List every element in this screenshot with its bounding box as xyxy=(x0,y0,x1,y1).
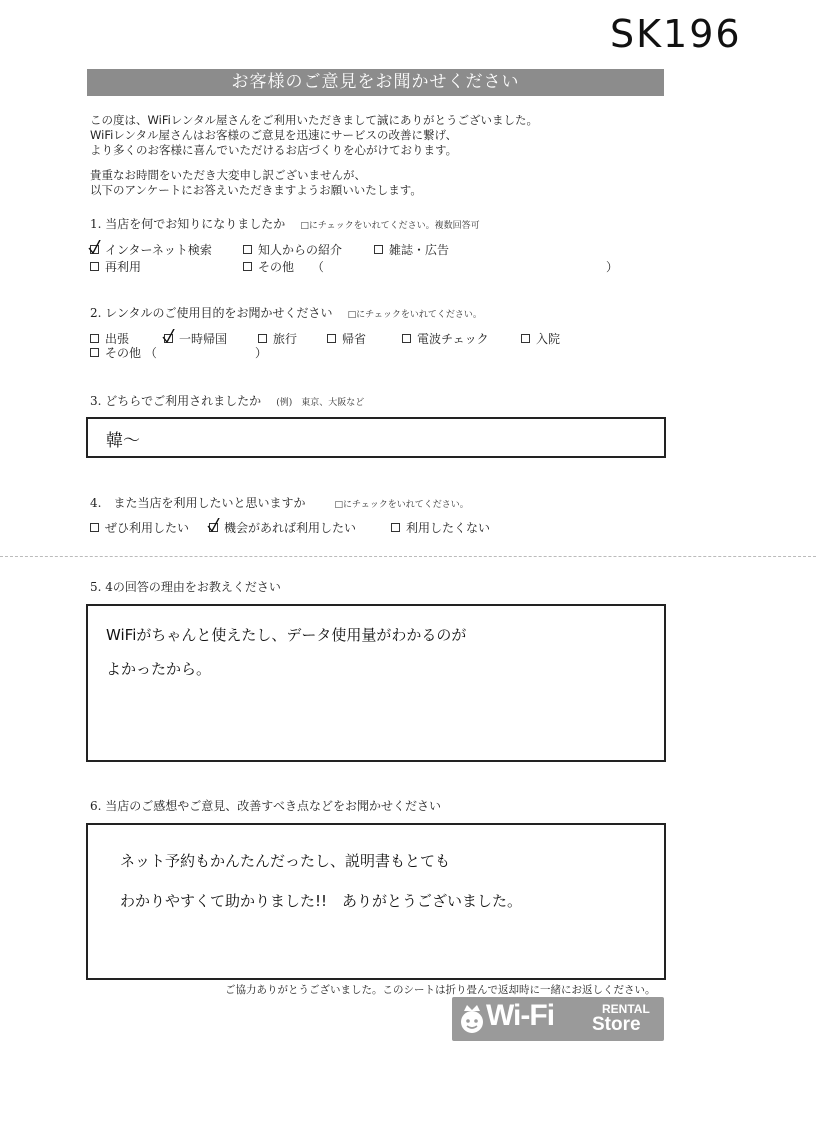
checkmark-icon xyxy=(207,518,221,532)
question-1-note: □にチェックをいれてください。複数回答可 xyxy=(300,221,480,231)
q4-option-no[interactable] xyxy=(391,519,490,536)
option-label: その他 xyxy=(258,260,295,274)
option-label: 電波チェック xyxy=(417,332,489,346)
question-4 xyxy=(90,492,469,511)
fold-line xyxy=(0,556,816,557)
question-3-note: (例) 東京、大阪など xyxy=(276,398,365,408)
other-close-paren: ） xyxy=(606,260,619,274)
page-title: お客様のご意見をお聞かせください xyxy=(87,69,664,96)
logo-wordmark: Wi-Fi xyxy=(486,999,555,1032)
option-label: 再利用 xyxy=(105,260,142,274)
question-5-label: 5. 4の回答の理由をお教えください xyxy=(90,580,281,594)
answer-line: わかりやすくて助かりました!! ありがとうございました。 xyxy=(120,892,523,910)
checkbox[interactable] xyxy=(243,245,252,254)
wifi-rental-store-logo xyxy=(452,997,664,1041)
question-6-label: 6. 当店のご感想やご意見、改善すべき点などをお聞かせください xyxy=(90,799,442,813)
q3-answer-text: 韓～ xyxy=(106,431,140,451)
answer-line: WiFiがちゃんと使えたし、データ使用量がわかるのが xyxy=(106,626,467,644)
q2-option-other[interactable] xyxy=(90,344,157,361)
q1-option-magazine[interactable] xyxy=(374,241,449,258)
question-3-label: 3. どちらでご利用されましたか xyxy=(90,394,262,408)
checkbox[interactable] xyxy=(90,348,99,357)
q2-option-homecoming[interactable] xyxy=(327,330,366,347)
answer-line: ネット予約もかんたんだったし、説明書もとても xyxy=(120,852,451,870)
footer-note: ご協力ありがとうございました。このシートは折り畳んで返却時に一緒にお返しください。 xyxy=(225,984,656,996)
question-2-note: □にチェックをいれてください。 xyxy=(347,310,482,320)
intro-text xyxy=(90,113,538,198)
serial-number: SK196 xyxy=(610,12,742,56)
other-open-paren: （ xyxy=(144,346,157,360)
option-label: 出張 xyxy=(105,332,130,346)
option-label: 入院 xyxy=(536,332,561,346)
question-1-label: 1. 当店を何でお知りになりましたか xyxy=(90,217,286,231)
q4-option-definitely[interactable] xyxy=(90,519,189,536)
checkbox[interactable] xyxy=(90,523,99,532)
checkmark-icon xyxy=(162,329,176,343)
option-label: 利用したくない xyxy=(406,521,491,535)
option-label: 一時帰国 xyxy=(179,332,228,346)
option-label: 雑誌・広告 xyxy=(389,243,450,257)
checkbox[interactable] xyxy=(521,334,530,343)
q6-answer-box[interactable] xyxy=(86,823,666,980)
question-1 xyxy=(90,213,480,232)
checkbox[interactable] xyxy=(90,245,99,254)
option-label: 知人からの紹介 xyxy=(258,243,343,257)
question-5 xyxy=(90,576,281,595)
checkbox[interactable] xyxy=(209,523,218,532)
question-4-note: □にチェックをいれてください。 xyxy=(334,500,469,510)
checkbox[interactable] xyxy=(391,523,400,532)
mascot-icon xyxy=(458,1003,486,1035)
checkbox[interactable] xyxy=(258,334,267,343)
intro-line: WiFiレンタル屋さんはお客様のご意見を迅速にサービスの改善に繋げ、 xyxy=(90,128,458,142)
q2-option-temp-return[interactable] xyxy=(164,330,227,347)
option-label: ぜひ利用したい xyxy=(105,521,190,535)
checkbox[interactable] xyxy=(90,334,99,343)
question-4-label: 4. また当店を利用したいと思いますか xyxy=(90,496,306,510)
question-6 xyxy=(90,795,441,814)
q2-option-hospital[interactable] xyxy=(521,330,560,347)
intro-line: 以下のアンケートにお答えいただきますようお願いいたします。 xyxy=(90,183,422,197)
q6-answer-text xyxy=(120,841,522,921)
q1-option-internet[interactable] xyxy=(90,241,212,258)
checkbox[interactable] xyxy=(243,262,252,271)
other-close-paren: ） xyxy=(255,346,268,360)
intro-line: この度は、WiFiレンタル屋さんをご利用いただきまして誠にありがとうございました。 xyxy=(90,113,539,127)
q1-option-friend[interactable] xyxy=(243,241,342,258)
q5-answer-box[interactable] xyxy=(86,604,666,762)
option-label: インターネット検索 xyxy=(105,243,212,257)
q2-option-signal-check[interactable] xyxy=(402,330,489,347)
checkbox[interactable] xyxy=(374,245,383,254)
option-label: 旅行 xyxy=(273,332,298,346)
q1-option-other[interactable] xyxy=(243,258,324,275)
intro-line: 貴重なお時間をいただき大変申し訳ございませんが、 xyxy=(90,168,366,182)
intro-line: より多くのお客様に喜んでいただけるお店づくりを心がけております。 xyxy=(90,143,458,157)
q4-option-if-chance[interactable] xyxy=(209,519,356,536)
checkbox[interactable] xyxy=(164,334,173,343)
q3-answer-box[interactable] xyxy=(86,417,666,458)
q1-option-reuse[interactable] xyxy=(90,258,141,275)
option-label: 帰省 xyxy=(342,332,367,346)
answer-line: よかったから。 xyxy=(106,660,212,678)
checkbox[interactable] xyxy=(90,262,99,271)
checkmark-icon xyxy=(88,240,102,254)
q5-answer-text xyxy=(106,618,466,686)
other-open-paren: （ xyxy=(311,260,324,274)
logo-rental: RENTAL xyxy=(602,1002,650,1016)
checkbox[interactable] xyxy=(402,334,411,343)
logo-store: Store xyxy=(592,1014,641,1035)
checkbox[interactable] xyxy=(327,334,336,343)
question-2-label: 2. レンタルのご使用目的をお聞かせください xyxy=(90,306,333,320)
question-2 xyxy=(90,302,482,321)
question-3 xyxy=(90,390,364,409)
option-label: 機会があれば利用したい xyxy=(224,521,357,535)
option-label: その他 xyxy=(105,346,142,360)
